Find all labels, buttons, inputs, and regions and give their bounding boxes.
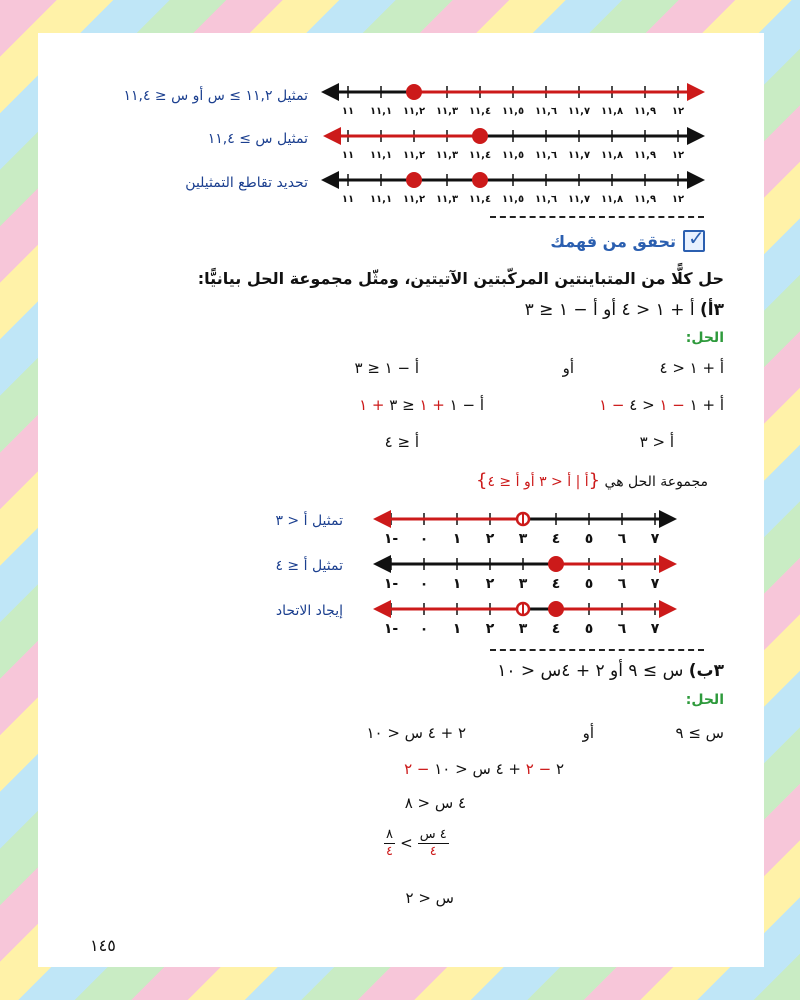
top-line-label-1: تمثيل ١١,٢ ≥ س أو س ≤ ١١,٤	[123, 88, 308, 104]
top-tick-label: ١١,٢	[402, 150, 426, 161]
b-row1-left: ٢ + ٤ س < ١٠	[366, 724, 466, 742]
top-tick-label: ١١,٦	[534, 194, 558, 205]
top-tick-label: ١١,٨	[600, 106, 624, 117]
a-row2-right-red2: − ١	[599, 396, 625, 414]
a-tick-label: ٥	[584, 576, 594, 592]
a-line-label-3: إيجاد الاتحاد	[275, 603, 343, 619]
a-row1-right: أ + ١ < ٤	[659, 359, 724, 377]
problem-b-number: ٣ب)	[688, 661, 724, 681]
a-tick-label: ٣	[518, 621, 528, 637]
a-row1-mid: أو	[562, 359, 574, 377]
top-tick-label: ١١,٤	[468, 150, 492, 161]
top-tick-label: ١١,٨	[600, 150, 624, 161]
top-tick-label: ١١,٦	[534, 106, 558, 117]
b-row4-frac-right: $\frac{\text{٤ س}}{٤}$	[419, 827, 447, 859]
top-tick-label: ١١,٣	[435, 194, 459, 205]
b-row2-mid: + ٤ س < ١٠	[434, 760, 521, 778]
divider-2	[490, 649, 704, 651]
top-tick-label: ١١,٩	[633, 106, 657, 117]
a-line-2	[382, 556, 668, 572]
a-line-3	[382, 601, 668, 617]
top-tick-label: ١١,٢	[402, 194, 426, 205]
check-box-icon: ✓	[683, 230, 705, 252]
top-tick-label: ١١,٨	[600, 194, 624, 205]
set-brace-close: }	[476, 470, 488, 491]
a-line-1	[382, 513, 668, 525]
a-tick-label: ٦	[617, 576, 627, 592]
a-row2-left	[359, 396, 484, 414]
top-tick-label: ١١,٩	[633, 194, 657, 205]
top-tick-label: ١١,٧	[567, 106, 591, 117]
solution-label-b: الحل:	[685, 692, 724, 708]
top-tick-label: ١١	[341, 194, 355, 205]
top-tick-label: ١٢	[671, 194, 685, 205]
a-tick-label: ٣	[518, 576, 528, 592]
a-tick-label: ١	[452, 531, 462, 547]
b-row2-red2: − ٢	[404, 760, 430, 778]
a-tick-label: ٢	[485, 621, 495, 637]
b-row4-op: <	[400, 834, 413, 852]
a-tick-label: ١-	[383, 531, 399, 547]
top-tick-label: ١١,٣	[435, 106, 459, 117]
a-tick-label: ٧	[650, 531, 660, 547]
b-row4-frac-left: $\frac{٨}{٤}$	[386, 827, 393, 859]
a-tick-label: ١	[452, 621, 462, 637]
problem-a	[525, 300, 724, 320]
a-line-label-2: تمثيل أ ≤ ٤	[275, 558, 343, 574]
check-title: تحقق من فهمك	[550, 232, 676, 251]
top-tick-label: ١١,٦	[534, 150, 558, 161]
top-line-1-point	[406, 84, 422, 100]
top-line-3-point-b	[472, 172, 488, 188]
a-row3-left: أ ≤ ٤	[384, 433, 419, 451]
top-tick-label: ١١,١	[369, 150, 393, 161]
b-row2-pre: ٢	[555, 760, 564, 778]
b-row3: ٤ س < ٨	[404, 794, 466, 812]
solution-set	[476, 470, 708, 491]
a-row2-right-post: < ٤	[629, 396, 655, 414]
a-tick-label: ٥	[584, 621, 594, 637]
top-tick-label: ١١,٥	[501, 194, 525, 205]
a-tick-label: ٦	[617, 531, 627, 547]
top-tick-label: ١١	[341, 150, 355, 161]
top-line-label-3: تحديد تقاطع التمثيلين	[185, 175, 308, 191]
a-row1-left: أ − ١ ≤ ٣	[354, 359, 419, 377]
a-line-3-point	[548, 601, 564, 617]
top-tick-label: ١١,٥	[501, 106, 525, 117]
top-tick-label: ١١,٤	[468, 194, 492, 205]
a-tick-label: ١	[452, 576, 462, 592]
a-tick-label: ٢	[485, 531, 495, 547]
a-tick-label: ٠	[419, 621, 429, 637]
top-line-2-point	[472, 128, 488, 144]
top-line-label-2: تمثيل س ≥ ١١,٤	[207, 131, 308, 147]
a-row2-left-red2: + ١	[359, 396, 385, 414]
b-row2	[404, 760, 564, 778]
b-row1-right: س ≥ ٩	[675, 724, 724, 742]
top-tick-label: ١٢	[671, 150, 685, 161]
top-line-2	[332, 128, 696, 144]
top-tick-label: ١١	[341, 106, 355, 117]
instruction: حل كلًّا من المتباينتين المركّبتين الآتيتين، ومثّل مجموعة الحل بيانيًّا:	[197, 269, 724, 288]
top-tick-label: ١١,٥	[501, 150, 525, 161]
a-line-2-point	[548, 556, 564, 572]
solution-label-a: الحل:	[685, 330, 724, 346]
top-tick-label: ١١,٣	[435, 150, 459, 161]
problem-a-text: أ + ١ < ٤ أو أ − ١ ≤ ٣	[524, 300, 695, 320]
a-row2-right	[599, 396, 724, 414]
a-tick-label: ٢	[485, 576, 495, 592]
top-tick-label: ١١,٤	[468, 106, 492, 117]
a-row2-left-post: ≤ ٣	[389, 396, 415, 414]
a-tick-label: ٥	[584, 531, 594, 547]
top-tick-label: ١١,١	[369, 106, 393, 117]
page-number: ١٤٥	[90, 936, 116, 955]
problem-b-text: س ≥ ٩ أو ٢ + ٤س < ١٠	[497, 661, 684, 681]
b-row2-red1: − ٢	[525, 760, 552, 778]
a-tick-label: ١-	[383, 621, 399, 637]
a-row2-right-pre: أ + ١	[689, 396, 724, 414]
a-tick-label: ١-	[383, 576, 399, 592]
a-tick-label: ٤	[551, 576, 561, 592]
b-row4	[384, 827, 449, 860]
a-line-label-1: تمثيل أ < ٣	[275, 513, 343, 529]
top-tick-label: ١٢	[671, 106, 685, 117]
a-tick-label: ٠	[419, 576, 429, 592]
top-tick-label: ١١,٩	[633, 150, 657, 161]
a-tick-label: ٧	[650, 621, 660, 637]
problem-a-number: ٣أ)	[700, 300, 724, 320]
a-tick-label: ٦	[617, 621, 627, 637]
page	[38, 33, 764, 967]
a-row3-right: أ < ٣	[639, 433, 674, 451]
problem-b	[497, 661, 724, 681]
b-row5: س < ٢	[405, 889, 454, 907]
top-tick-label: ١١,٧	[567, 194, 591, 205]
solution-set-label: مجموعة الحل هي	[604, 474, 708, 490]
top-tick-label: ١١,٢	[402, 106, 426, 117]
a-tick-label: ٤	[551, 621, 561, 637]
a-tick-label: ٧	[650, 576, 660, 592]
solution-set-value: أ | أ < ٣ أو أ ≤ ٤	[487, 474, 589, 490]
a-row2-left-pre: أ − ١	[449, 396, 484, 414]
a-row2-right-red: − ١	[659, 396, 685, 414]
divider-1	[490, 216, 704, 218]
set-brace-open: {	[588, 470, 601, 491]
a-tick-label: ٣	[518, 531, 528, 547]
a-tick-label: ٠	[419, 531, 429, 547]
top-tick-label: ١١,٧	[567, 150, 591, 161]
b-row1-mid: أو	[582, 724, 594, 742]
a-tick-label: ٤	[551, 531, 561, 547]
top-number-lines	[318, 78, 708, 218]
top-tick-label: ١١,١	[369, 194, 393, 205]
top-line-3-point-a	[406, 172, 422, 188]
a-row2-left-red: + ١	[419, 396, 445, 414]
a-number-lines	[368, 503, 678, 643]
